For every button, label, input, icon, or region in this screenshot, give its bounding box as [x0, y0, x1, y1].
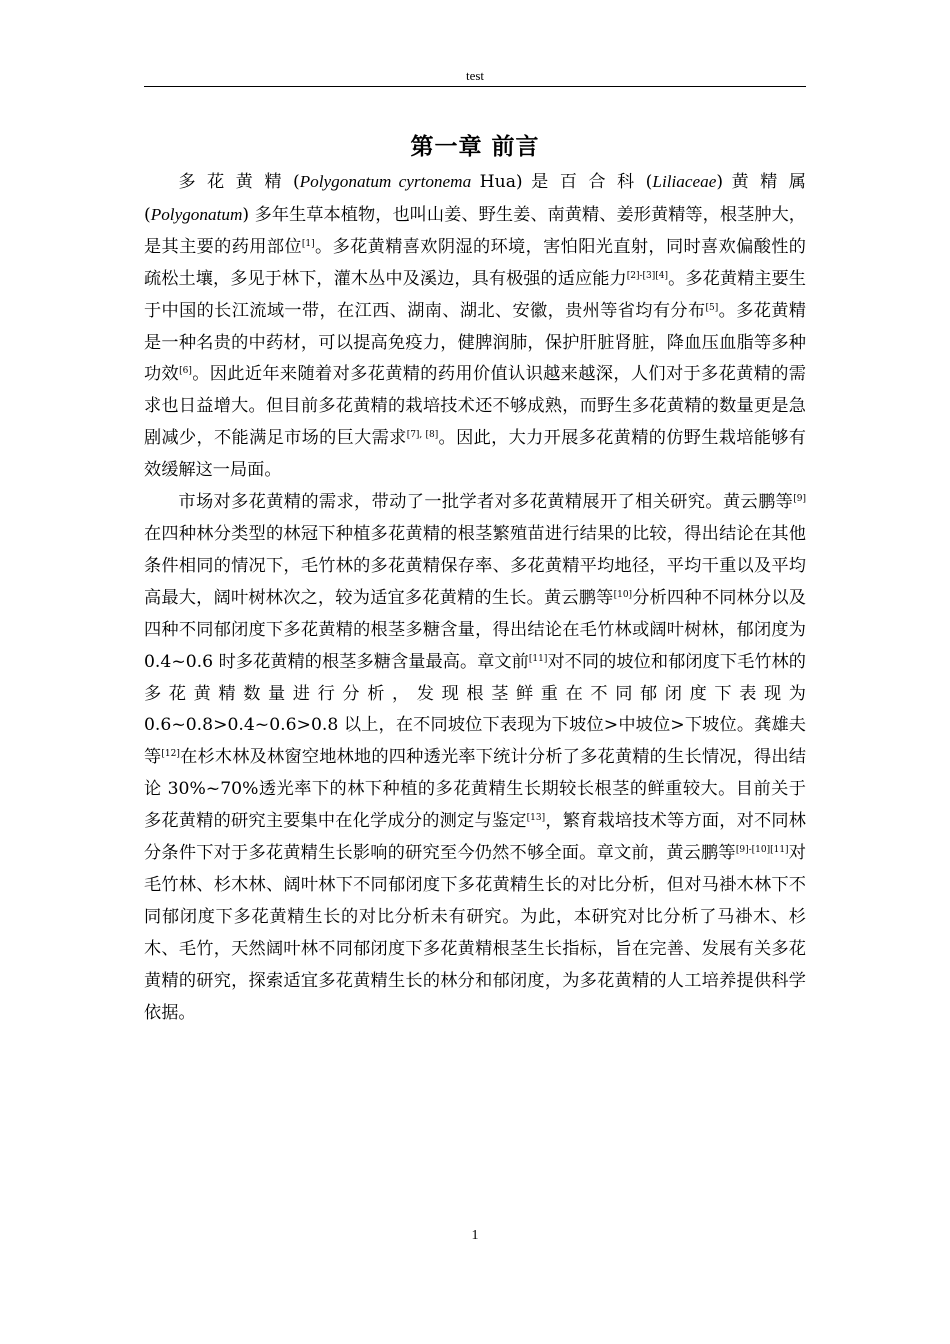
citation: [7], [8] [406, 430, 439, 441]
latin-genus-name: Polygonatum [150, 204, 243, 224]
citation: [11] [528, 653, 548, 664]
paragraph-research: 市场对多花黄精的需求，带动了一批学者对多花黄精展开了相关研究。黄云鹏等[9]在四种林分类型的林冠下种植多花黄精的根茎繁殖苗进行结果的比较，得出结论在其他条件相同的情况下，毛竹林的多花黄精保存率、多花黄精平均地径，平均干重以及平均高最大，阔叶树林次之，较为适宜多花黄精的生长。黄云鹏等[10]分析四种不同林分以及四种不同郁闭度下多花黄精的根茎多糖含量，得出结论在毛竹林或阔叶树林，郁闭度为 0.4~0.6 时多花黄精的根茎多糖含量最高。章文前[11]对不同的坡位和郁闭度下毛竹林的多花黄精数量进行分析，发现根茎鲜重在不同郁闭度下表现为 0.6~0.8>0.4~0.6>0.8 以上，在不同坡位下表现为下坡位>中坡位>下坡位。龚雄夫等[12]在杉木林及林窗空地林地的四种透光率下统计分析了多花黄精的生长情况，得出结论 30%~70%透光率下的林下种植的多花黄精生长期较长根茎的鲜重较大。目前关于多花黄精的研究主要集中在化学成分的测定与鉴定[13]，繁育栽培技术等方面，对不同林分条件下对于多花黄精生长影响的研究至今仍然不够全面。章文前，黄云鹏等[9]-[10][11]对毛竹林、杉木林、阔叶林下不同郁闭度下多花黄精生长的对比分析，但对马褂木林下不同郁闭度下多花黄精生长的对比分析未有研究。为此，本研究对比分析了马褂木、杉木、毛竹，天然阔叶林不同郁闭度下多花黄精根茎生长指标，旨在完善、发展有关多花黄精的研究，探索适宜多花黄精生长的林分和郁闭度，为多花黄精的人工培养提供科学依据。 [144, 492, 806, 1023]
citation: [9]-[10][11] [735, 845, 789, 856]
latin-species-name: Polygonatum cyrtonema [299, 172, 472, 191]
body-text [144, 166, 806, 1029]
page-number: 1 [471, 1228, 479, 1243]
citation: [2]-[3][4] [626, 270, 669, 281]
page-header: test [465, 68, 485, 83]
header-rule [144, 86, 806, 87]
citation: [6] [179, 366, 192, 377]
citation: [1] [301, 238, 315, 249]
latin-family-name: Liliaceae [652, 172, 717, 191]
citation: [10] [613, 589, 633, 600]
paragraph-intro: 多 花 黄 精 (Polygonatum cyrtonema Hua) 是 百 合 科 (Liliaceae) 黄 精 属 (Polygonatum) 多年生草本植物，也叫山姜、野生姜、南黄精、姜形黄精等，根茎肿大，是其主要的药用部位[1]。多花黄精喜欢阴湿的环境，害怕阳光直射，同时喜欢偏酸性的疏松土壤，多见于林下，灌木丛中及溪边，具有极强的适应能力[2]-[3][4]。多花黄精主要生于中国的长江流域一带，在江西、湖南、湖北、安徽，贵州等省均有分布[5]。多花黄精是一种名贵的中药材，可以提高免疫力，健脾润肺，保护肝脏肾脏，降血压血脂等多种功效[6]。因此近年来随着对多花黄精的药用价值认识越来越深，人们对于多花黄精的需求也日益增大。但目前多花黄精的栽培技术还不够成熟，而野生多花黄精的数量更是急剧减少，不能满足市场的巨大需求[7], [8]。因此，大力开展多花黄精的仿野生栽培能够有效缓解这一局面。 [144, 172, 806, 481]
citation: [9] [793, 494, 806, 505]
citation: [13] [526, 813, 546, 824]
citation: [12] [161, 749, 180, 760]
chapter-title: 第一章 前言 [410, 134, 540, 160]
citation: [5] [705, 302, 719, 313]
